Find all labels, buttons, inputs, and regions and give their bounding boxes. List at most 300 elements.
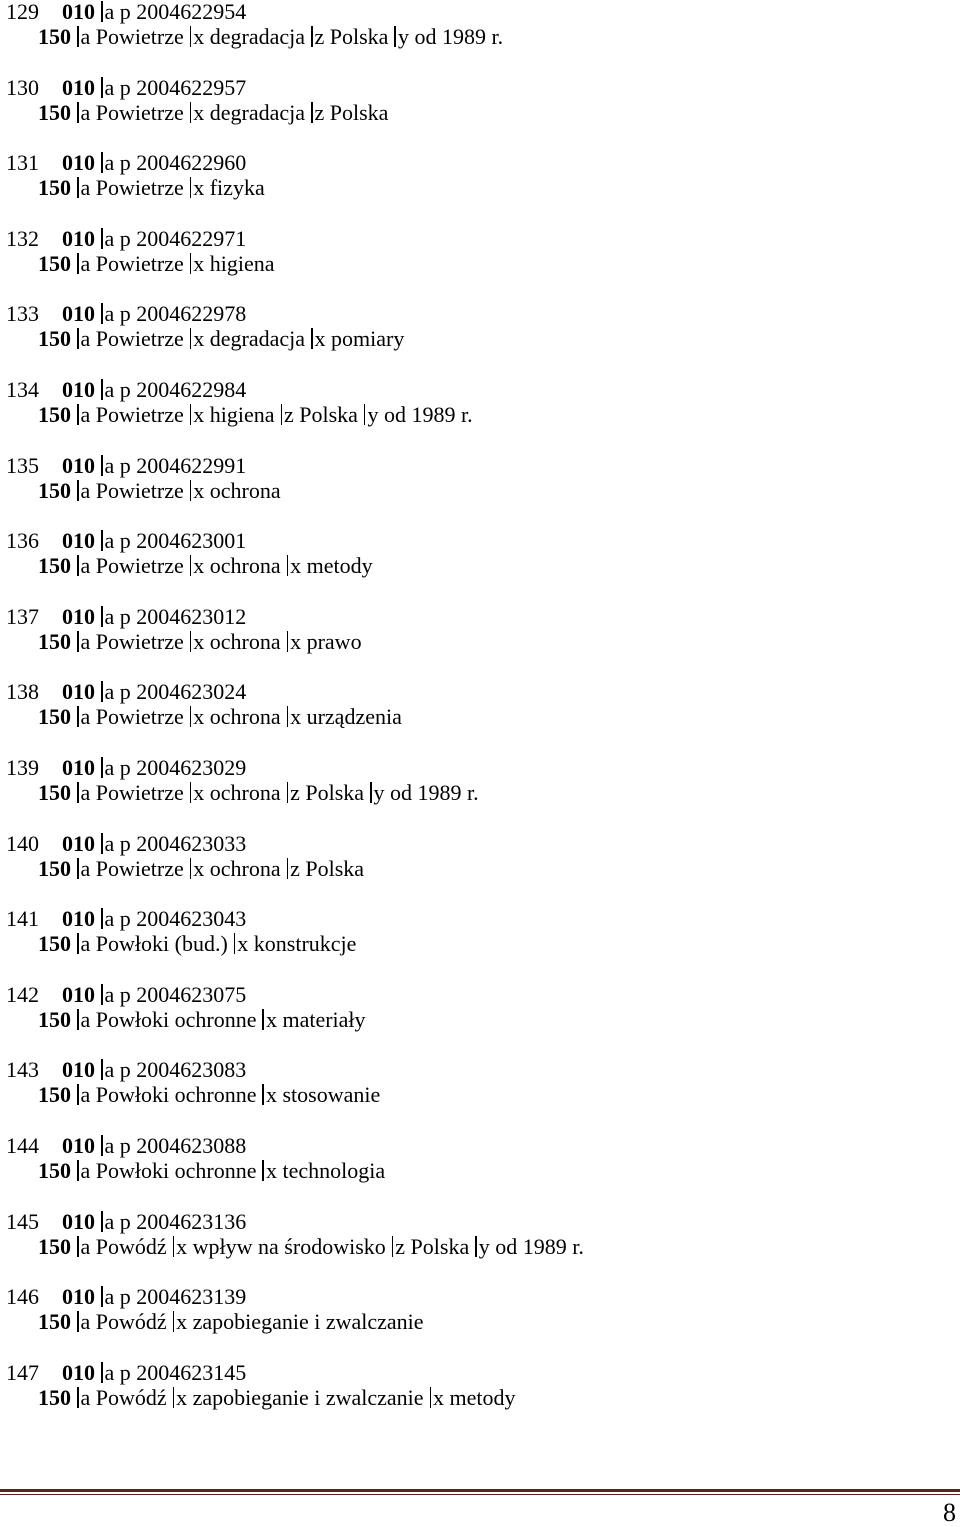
subfield-delimiter-icon <box>370 782 372 803</box>
record-number: 143 <box>6 1057 39 1083</box>
subfield <box>190 478 281 503</box>
subfield-delimiter-icon <box>311 102 313 123</box>
subfield-value: Polska <box>410 1233 470 1259</box>
subfield-code: a <box>104 906 115 932</box>
subfield-delimiter-icon <box>190 858 192 879</box>
record-number: 141 <box>6 906 39 932</box>
subfield-value: materiały <box>282 1006 366 1032</box>
subfield <box>77 1007 256 1032</box>
field-tag: 150 <box>38 24 71 49</box>
subfield-code: x <box>433 1384 445 1410</box>
subfield-delimiter-icon <box>190 480 192 501</box>
subfield-delimiter-icon <box>287 782 289 803</box>
subfield-value: p 2004623145 <box>119 1359 247 1385</box>
subfield <box>190 24 305 49</box>
field-tag: 150 <box>38 477 71 503</box>
subfield-value: Powietrze <box>95 99 184 125</box>
subfield-code: a <box>104 1132 115 1158</box>
subfield-delimiter-icon <box>364 404 366 425</box>
field-010-line <box>6 906 252 932</box>
field-150-line <box>6 1385 522 1411</box>
subfield-delimiter-icon <box>101 1286 103 1307</box>
subfield-code: a <box>104 1359 115 1385</box>
subfield-value: ochrona <box>209 477 281 503</box>
subfield-delimiter-icon <box>287 631 289 652</box>
subfield <box>101 1209 246 1234</box>
field-010-line <box>6 1057 252 1083</box>
subfield-code: a <box>80 1309 91 1335</box>
subfield <box>77 856 184 881</box>
subfield-delimiter-icon <box>101 1135 103 1156</box>
subfield <box>370 780 479 805</box>
field-tag: 150 <box>38 855 71 881</box>
subfield-code: a <box>80 553 91 579</box>
subfield-code: a <box>104 981 115 1007</box>
subfield <box>101 75 246 100</box>
subfield-delimiter-icon <box>101 1059 103 1080</box>
subfield-delimiter-icon <box>190 328 192 349</box>
subfield-value: wpływ na środowisko <box>192 1233 386 1259</box>
field-150-line <box>6 326 410 352</box>
subfield-code: x <box>290 553 302 579</box>
subfield-code: a <box>80 1006 91 1032</box>
subfield-value: p 2004623012 <box>119 603 247 629</box>
subfield <box>77 1309 167 1334</box>
subfield-code: a <box>104 603 115 629</box>
footer-rule-thin <box>0 1494 960 1495</box>
subfield-value: technologia <box>282 1157 386 1183</box>
field-010-line <box>6 1133 252 1159</box>
subfield-value: Powietrze <box>95 401 184 427</box>
subfield-code: a <box>80 779 91 805</box>
subfield-code: a <box>80 326 91 352</box>
subfield <box>281 402 358 427</box>
subfield-code: a <box>104 376 115 402</box>
subfield-code: a <box>80 477 91 503</box>
subfield-delimiter-icon <box>77 1236 79 1257</box>
record-list <box>6 0 946 1436</box>
subfield <box>77 175 184 200</box>
record-entry <box>6 1285 946 1361</box>
subfield-code: x <box>193 24 205 49</box>
subfield-delimiter-icon <box>190 253 192 274</box>
subfield-delimiter-icon <box>77 177 79 198</box>
field-150-line <box>6 100 394 126</box>
subfield-value: higiena <box>209 401 275 427</box>
subfield-code: z <box>284 401 294 427</box>
field-010-line <box>6 1209 252 1235</box>
field-tag: 010 <box>62 754 95 780</box>
field-tag: 150 <box>38 628 71 654</box>
field-150-line <box>6 24 509 50</box>
subfield-value: degradacja <box>209 99 305 125</box>
subfield <box>287 780 364 805</box>
subfield-code: a <box>104 225 115 251</box>
subfield-code: x <box>237 931 249 957</box>
subfield-code: x <box>265 1157 277 1183</box>
field-tag: 010 <box>62 528 95 554</box>
subfield-delimiter-icon <box>190 631 192 652</box>
field-tag: 010 <box>62 1132 95 1158</box>
field-tag: 010 <box>62 1284 95 1310</box>
footer-rule-thick <box>0 1489 960 1492</box>
field-tag: 150 <box>38 779 71 805</box>
subfield-delimiter-icon <box>475 1236 477 1257</box>
subfield-value: p 2004622957 <box>119 74 247 100</box>
subfield <box>77 251 184 276</box>
subfield-delimiter-icon <box>392 1236 394 1257</box>
field-150-line <box>6 175 271 201</box>
subfield-code: a <box>80 1082 91 1108</box>
subfield-code: a <box>80 931 91 957</box>
subfield-value: p 2004623136 <box>119 1208 247 1234</box>
subfield-code: a <box>80 401 91 427</box>
field-tag: 010 <box>62 74 95 100</box>
subfield-code: a <box>104 452 115 478</box>
subfield-code: z <box>290 779 300 805</box>
subfield-delimiter-icon <box>77 631 79 652</box>
subfield <box>77 100 184 125</box>
subfield-delimiter-icon <box>77 404 79 425</box>
record-number: 137 <box>6 603 39 629</box>
subfield-delimiter-icon <box>311 328 313 349</box>
subfield-code: a <box>104 301 115 327</box>
subfield-delimiter-icon <box>101 379 103 400</box>
field-tag: 150 <box>38 326 71 352</box>
subfield-delimiter-icon <box>190 177 192 198</box>
subfield-delimiter-icon <box>101 530 103 551</box>
subfield <box>77 780 184 805</box>
record-number: 136 <box>6 528 39 554</box>
subfield-value: Powietrze <box>95 553 184 579</box>
subfield-code: x <box>193 855 205 881</box>
subfield-value: p 2004622991 <box>119 452 247 478</box>
subfield-code: x <box>193 401 205 427</box>
subfield <box>364 402 473 427</box>
field-010-line <box>6 831 252 857</box>
subfield-value: Powłoki ochronne <box>95 1082 257 1108</box>
subfield <box>190 704 281 729</box>
field-010-line <box>6 75 252 101</box>
subfield-code: a <box>104 74 115 100</box>
field-tag: 010 <box>62 830 95 856</box>
subfield-code: y <box>373 779 385 805</box>
subfield-code: x <box>176 1309 188 1335</box>
subfield <box>101 1057 246 1082</box>
field-150-line <box>6 1309 430 1335</box>
field-150-line <box>6 780 485 806</box>
subfield-value: od 1989 r. <box>414 24 504 49</box>
subfield-code: x <box>193 553 205 579</box>
subfield <box>311 326 404 351</box>
subfield <box>77 478 184 503</box>
subfield <box>101 679 246 704</box>
field-010-line <box>6 528 252 554</box>
subfield-value: p 2004622960 <box>119 150 247 176</box>
record-entry <box>6 1058 946 1134</box>
subfield-code: a <box>104 528 115 554</box>
subfield <box>190 553 281 578</box>
subfield-value: p 2004623075 <box>119 981 247 1007</box>
subfield-value: Polska <box>329 99 389 125</box>
field-tag: 010 <box>62 906 95 932</box>
subfield <box>101 377 246 402</box>
field-tag: 150 <box>38 704 71 730</box>
subfield-value: Powietrze <box>95 24 184 49</box>
subfield <box>234 931 357 956</box>
subfield-code: x <box>314 326 326 352</box>
record-entry <box>6 605 946 681</box>
subfield-code: x <box>176 1384 188 1410</box>
record-number: 131 <box>6 150 39 176</box>
subfield <box>190 780 281 805</box>
subfield <box>173 1385 424 1410</box>
subfield-value: prawo <box>306 628 362 654</box>
subfield-code: x <box>193 779 205 805</box>
record-number: 146 <box>6 1284 39 1310</box>
field-tag: 010 <box>62 981 95 1007</box>
subfield-code: x <box>193 99 205 125</box>
subfield-code: a <box>80 1384 91 1410</box>
subfield-value: p 2004623024 <box>119 679 247 705</box>
subfield-value: ochrona <box>209 704 281 730</box>
subfield <box>262 1007 365 1032</box>
subfield-value: p 2004623033 <box>119 830 247 856</box>
subfield-delimiter-icon <box>173 1311 175 1332</box>
subfield <box>101 453 246 478</box>
subfield <box>392 1234 469 1259</box>
subfield-value: Powietrze <box>95 704 184 730</box>
record-entry <box>6 227 946 303</box>
subfield-delimiter-icon <box>173 1236 175 1257</box>
field-150-line <box>6 856 370 882</box>
subfield-value: p 2004623029 <box>119 754 247 780</box>
subfield-value: Powietrze <box>95 477 184 503</box>
subfield <box>101 0 246 24</box>
subfield-delimiter-icon <box>287 858 289 879</box>
subfield-value: pomiary <box>331 326 405 352</box>
subfield <box>77 1385 167 1410</box>
subfield-value: Powietrze <box>95 326 184 352</box>
subfield-delimiter-icon <box>101 833 103 854</box>
subfield-code: z <box>314 99 325 125</box>
record-entry <box>6 983 946 1059</box>
field-010-line <box>6 0 252 25</box>
subfield <box>101 755 246 780</box>
subfield-value: ochrona <box>209 855 281 881</box>
subfield <box>77 402 184 427</box>
subfield-code: a <box>104 0 115 24</box>
field-010-line <box>6 755 252 781</box>
subfield <box>287 553 373 578</box>
record-entry <box>6 454 946 530</box>
field-150-line <box>6 251 281 277</box>
field-010-line <box>6 1284 252 1310</box>
subfield-delimiter-icon <box>101 1211 103 1232</box>
field-150-line <box>6 402 479 428</box>
subfield-value: p 2004622984 <box>119 376 247 402</box>
field-tag: 010 <box>62 452 95 478</box>
subfield-code: y <box>478 1233 490 1259</box>
subfield-value: Polska <box>299 401 358 427</box>
subfield-value: degradacja <box>209 326 305 352</box>
record-number: 144 <box>6 1132 39 1158</box>
record-number: 129 <box>6 0 39 24</box>
field-010-line <box>6 604 252 630</box>
subfield-delimiter-icon <box>190 555 192 576</box>
field-010-line <box>6 301 252 327</box>
subfield-code: x <box>193 704 205 730</box>
subfield <box>77 1234 167 1259</box>
field-150-line <box>6 1158 391 1184</box>
subfield-delimiter-icon <box>101 681 103 702</box>
subfield <box>190 629 281 654</box>
subfield-delimiter-icon <box>101 77 103 98</box>
subfield-delimiter-icon <box>262 1160 264 1181</box>
subfield <box>77 553 184 578</box>
subfield-code: a <box>80 1233 91 1259</box>
subfield-delimiter-icon <box>281 404 283 425</box>
subfield-delimiter-icon <box>77 933 79 954</box>
subfield-delimiter-icon <box>101 757 103 778</box>
subfield <box>101 150 246 175</box>
subfield-code: x <box>290 628 302 654</box>
record-entry <box>6 529 946 605</box>
field-tag: 150 <box>38 401 71 427</box>
record-entry <box>6 76 946 152</box>
subfield-delimiter-icon <box>190 26 192 47</box>
subfield <box>173 1234 386 1259</box>
subfield-code: x <box>290 704 302 730</box>
field-tag: 010 <box>62 225 95 251</box>
subfield-delimiter-icon <box>77 1387 79 1408</box>
subfield-value: p 2004622971 <box>119 225 247 251</box>
field-tag: 150 <box>38 99 71 125</box>
subfield-delimiter-icon <box>101 152 103 173</box>
subfield-value: Powódź <box>95 1309 167 1335</box>
subfield-delimiter-icon <box>77 328 79 349</box>
subfield <box>101 906 246 931</box>
subfield-code: x <box>193 628 205 654</box>
subfield-delimiter-icon <box>394 26 396 47</box>
field-tag: 150 <box>38 1233 71 1259</box>
subfield-value: Powódź <box>95 1233 167 1259</box>
field-150-line <box>6 931 362 957</box>
subfield-value: urządzenia <box>306 704 402 730</box>
field-010-line <box>6 377 252 403</box>
subfield <box>77 1082 256 1107</box>
subfield-value: Powłoki ochronne <box>95 1157 257 1183</box>
subfield <box>101 831 246 856</box>
subfield-code: a <box>104 754 115 780</box>
subfield <box>77 704 184 729</box>
subfield-value: p 2004623088 <box>119 1132 247 1158</box>
field-150-line <box>6 629 368 655</box>
subfield-value: Polska <box>329 24 389 49</box>
subfield-delimiter-icon <box>311 26 313 47</box>
record-number: 145 <box>6 1208 39 1234</box>
subfield <box>287 856 364 881</box>
field-010-line <box>6 453 252 479</box>
subfield-code: x <box>176 1233 188 1259</box>
field-010-line <box>6 982 252 1008</box>
subfield <box>190 175 265 200</box>
subfield-code: a <box>80 250 91 276</box>
field-tag: 010 <box>62 150 95 176</box>
subfield <box>394 24 503 49</box>
subfield <box>190 326 305 351</box>
subfield-delimiter-icon <box>262 1084 264 1105</box>
subfield-value: zapobieganie i zwalczanie <box>192 1309 424 1335</box>
subfield-code: x <box>193 175 205 201</box>
record-number: 134 <box>6 376 39 402</box>
subfield-code: z <box>395 1233 406 1259</box>
field-tag: 010 <box>62 1359 95 1385</box>
field-tag: 150 <box>38 1006 71 1032</box>
field-tag: 010 <box>62 1057 95 1083</box>
record-number: 130 <box>6 74 39 100</box>
subfield-delimiter-icon <box>77 858 79 879</box>
field-tag: 010 <box>62 0 95 24</box>
subfield-code: x <box>265 1006 277 1032</box>
subfield <box>77 326 184 351</box>
subfield-value: Powietrze <box>95 628 184 654</box>
subfield-code: x <box>193 250 205 276</box>
page-number: 8 <box>943 1498 956 1527</box>
field-tag: 150 <box>38 553 71 579</box>
subfield <box>77 629 184 654</box>
field-tag: 150 <box>38 250 71 276</box>
subfield-delimiter-icon <box>101 455 103 476</box>
subfield <box>475 1234 584 1259</box>
field-tag: 150 <box>38 1157 71 1183</box>
field-150-line <box>6 553 379 579</box>
subfield-value: p 2004623001 <box>119 528 247 554</box>
subfield <box>311 24 388 49</box>
subfield <box>77 1158 256 1183</box>
field-tag: 010 <box>62 376 95 402</box>
subfield <box>101 982 246 1007</box>
subfield-value: od 1989 r. <box>390 779 479 805</box>
subfield-delimiter-icon <box>77 26 79 47</box>
subfield-code: x <box>265 1082 277 1108</box>
subfield-value: Polska <box>305 779 365 805</box>
subfield-delimiter-icon <box>77 555 79 576</box>
subfield-code: a <box>104 1057 115 1083</box>
field-tag: 010 <box>62 1208 95 1234</box>
field-010-line <box>6 1360 252 1386</box>
record-entry <box>6 378 946 454</box>
field-010-line <box>6 226 252 252</box>
subfield-delimiter-icon <box>190 782 192 803</box>
subfield-value: p 2004622954 <box>119 0 247 24</box>
subfield-delimiter-icon <box>262 1009 264 1030</box>
subfield-code: a <box>104 150 115 176</box>
subfield-code: a <box>80 24 91 49</box>
subfield-delimiter-icon <box>77 782 79 803</box>
record-entry <box>6 832 946 908</box>
subfield-delimiter-icon <box>77 1311 79 1332</box>
subfield-delimiter-icon <box>77 1160 79 1181</box>
field-tag: 150 <box>38 1384 71 1410</box>
record-entry <box>6 1210 946 1286</box>
field-150-line <box>6 478 287 504</box>
record-number: 133 <box>6 301 39 327</box>
record-entry <box>6 756 946 832</box>
subfield <box>287 629 362 654</box>
subfield-delimiter-icon <box>77 1084 79 1105</box>
subfield-value: od 1989 r. <box>495 1233 584 1259</box>
